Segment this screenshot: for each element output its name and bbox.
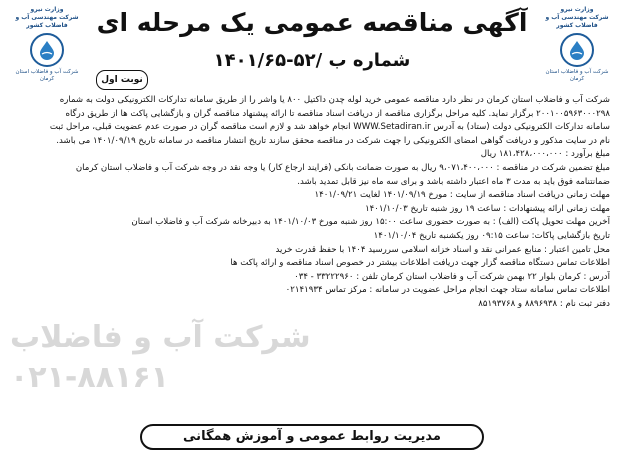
proposal-deadline-line: مهلت زمانی ارائه پیشنهادات : ساعت ۱۹ روز شنبه تاریخ ۱۴۰۱/۱۰/۰۳	[365, 203, 610, 214]
guarantee-line: مبلغ تضمین شرکت در مناقصه : ۹،۰۷۱،۴۰۰،۰۰۰ ریال به صورت ضمانت بانکی (فرایند ارجاع کار) یا وجه نقد در وجه شرکت آب و فاضلاب استان کرمان	[75, 162, 610, 173]
logo-left	[8, 6, 86, 82]
watermark: شرکت آب و فاضلاب ۰۲۱-۸۸۱۶۱	[10, 320, 311, 395]
footer-department: مدیریت روابط عمومی و آموزش همگانی	[140, 424, 484, 450]
logo-org-line2: شرکت مهندسی آب و فاضلاب کشور	[15, 14, 79, 29]
body-line: سامانه تدارکات الکترونیکی دولت (ستاد) به آدرس WWW.Setadiran.ir انجام خواهد شد و لازم است مناقصه گران در صورت عدم عضویت قبلی، مراحل ثبت	[49, 122, 610, 133]
registration-office-line: دفتر ثبت نام : ۸۸۹۶۹۳۸ و ۸۵۱۹۳۷۶۸	[478, 298, 610, 309]
body-line: ضمانتنامه فوق باید به مدت ۳ ماه اعتبار داشته باشد و برای سه ماه نیز قابل تمدید باشد.	[297, 176, 610, 187]
funding-line: محل تامین اعتبار : منابع عمرانی نقد و اسناد خزانه اسلامی سررسید ۱۴۰۴ با حفظ قدرت خرید	[275, 244, 610, 255]
envelope-deadline-line: آخرین مهلت تحویل پاکت (الف) : به صورت حضوری ساعت ۱۵:۰۰ روز شنبه مورخ ۱۴۰۱/۱۰/۰۳ به دبیرخانه شرکت آب و فاضلاب استان	[131, 217, 610, 228]
body-line: نام در سایت مذکور و دریافت گواهی امضای الکترونیکی را جهت شرکت در مناقصه محقق سازند تاریخ انتشار مناقصه در سامانه تاریخ ۱۴۰۱/۰۹/۱۹ می باشد.	[56, 135, 610, 146]
tender-number: شماره ب /۵۲-۱۴۰۱/۶۵	[213, 50, 411, 71]
logo-right	[538, 6, 616, 82]
logo-sub-line: شرکت آب و فاضلاب استان کرمان	[545, 69, 609, 82]
logo-org-line1: وزارت نیرو	[30, 6, 64, 13]
documents-deadline-line: مهلت زمانی دریافت اسناد مناقصه از سایت : مورخ ۱۴۰۱/۰۹/۱۹ لغایت ۱۴۰۱/۰۹/۲۱	[314, 190, 610, 201]
contact-intro-line: اطلاعات تماس دستگاه مناقصه گزار جهت دریافت اطلاعات بیشتر در خصوص اسناد مناقصه و ارائه پاکت ها	[230, 258, 610, 269]
announcement-body	[30, 94, 610, 412]
opening-date-line: تاریخ بازگشایی پاکات: ساعت ۰۹:۱۵ روز یکشنبه تاریخ ۱۴۰۱/۱۰/۰۴	[373, 230, 610, 241]
setad-contact-line: اطلاعات تماس سامانه ستاد جهت انجام مراحل عضویت در سامانه : مرکز تماس ۰۲۱۴۱۹۳۴	[285, 285, 610, 296]
page-title: آگهی مناقصه عمومی یک مرحله ای	[96, 8, 528, 37]
body-line: شرکت آب و فاضلاب استان کرمان در نظر دارد مناقصه عمومی خرید لوله چدن داکتیل ۸۰۰ یا واشر را از طریق سامانه تدارکات الکترونیکی دولت به شماره	[59, 95, 610, 105]
body-line: ۲۰۰۱۰۰۵۹۶۳۰۰۰۲۹۸ برگزار نماید. کلیه مراحل برگزاری مناقصه از دریافت اسناد مناقصه تا ارائه پیشنهاد مناقصه گران و بازگشایی پاکت ها از طریق درگاه	[65, 108, 610, 119]
estimate-line: مبلغ برآورد : ۱۸۱،۴۲۸،۰۰۰،۰۰۰ ریال	[480, 149, 610, 160]
round-badge: نوبت اول	[96, 70, 148, 90]
water-drop-icon	[30, 33, 64, 67]
logo-org-line1: وزارت نیرو	[560, 6, 594, 13]
logo-sub-line: شرکت آب و فاضلاب استان کرمان	[15, 69, 79, 82]
water-drop-icon	[560, 33, 594, 67]
logo-org-line2: شرکت مهندسی آب و فاضلاب کشور	[545, 14, 609, 29]
address-line: آدرس : کرمان بلوار ۲۲ بهمن شرکت آب و فاضلاب استان کرمان تلفن : ۳۳۲۲۲۹۶۰ - ۰۳۴	[294, 271, 610, 282]
